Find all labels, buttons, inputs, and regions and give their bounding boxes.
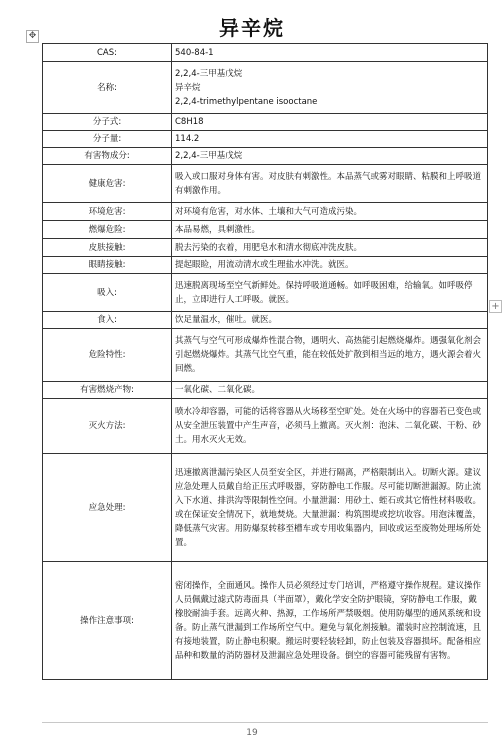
row-value [172, 165, 488, 203]
row-value [172, 562, 488, 680]
table-row [43, 131, 488, 148]
table-row [43, 329, 488, 382]
value-line: 本品易燃，具刺激性。 [175, 224, 261, 235]
value-line: 提起眼睑，用流动清水或生理盐水冲洗。就医。 [175, 260, 354, 270]
row-label: 灭火方法: [43, 399, 172, 454]
value-line: 吸入或口服对身体有害。对皮肤有刺激性。本品蒸气或雾对眼睛、粘膜和上呼吸道有刺激作用。 [175, 171, 482, 196]
row-value [172, 62, 488, 114]
row-value [172, 148, 488, 165]
footer-divider [42, 722, 488, 723]
row-label: 应急处理: [43, 454, 172, 562]
row-label: 操作注意事项: [43, 562, 172, 680]
row-label: 名称: [43, 62, 172, 114]
row-label: 吸入: [43, 274, 172, 312]
row-label: 有害燃烧产物: [43, 382, 172, 399]
value-line: 迅速脱离现场至空气新鲜处。保持呼吸道通畅。如呼吸困难，给输氧。如呼吸停止，立即进行人工呼吸。就医。 [175, 280, 473, 305]
row-label: 皮肤接触: [43, 239, 172, 257]
table-row [43, 399, 488, 454]
value-line: 对环境有危害，对水体、土壤和大气可造成污染。 [175, 206, 363, 217]
table-row [43, 274, 488, 312]
page-title: 异辛烷 [219, 16, 285, 40]
page-number: 19 [246, 728, 258, 738]
table-row [43, 203, 488, 221]
value-line: 其蒸气与空气可形成爆炸性混合物，遇明火、高热能引起燃烧爆炸。遇强氧化剂会引起燃烧爆炸。其蒸气比空气重，能在较低处扩散到相当远的地方，遇火源会着火回燃。 [175, 336, 482, 374]
row-value [172, 382, 488, 399]
row-value [172, 274, 488, 312]
row-label: 食入: [43, 312, 172, 329]
row-label: 健康危害: [43, 165, 172, 203]
row-label: 燃爆危险: [43, 221, 172, 239]
add-handle-icon[interactable]: + [489, 300, 502, 313]
table-row [43, 148, 488, 165]
row-value [172, 329, 488, 382]
data-table [42, 43, 488, 680]
value-line: 密闭操作，全面通风。操作人员必须经过专门培训，严格遵守操作规程。建议操作人员佩戴过滤式防毒面具（半面罩），戴化学安全防护眼镜，穿防静电工作服，戴橡胶耐油手套。远离火种、热源，工作场所严禁吸烟。使用防爆型的通风系统和设备。防止蒸气泄漏到工作场所空气中。避免与氧化剂接触。灌装时应控制流速，且有接地装置，防止静电积聚。搬运时要轻装轻卸，防止包装及容器损坏。配备相应品种和数量的消防器材及泄漏应急处理设备。倒空的容器可能残留有害物。 [175, 580, 482, 661]
row-value [172, 221, 488, 239]
table-row [43, 165, 488, 203]
value-line: 脱去污染的衣着，用肥皂水和清水彻底冲洗皮肤。 [175, 242, 363, 253]
value-line: 2,2,4-三甲基戊烷 [175, 151, 243, 161]
value-line: 2,2,4-三甲基戊烷 [175, 68, 243, 79]
row-value [172, 114, 488, 131]
table-row [43, 312, 488, 329]
value-line: C8H18 [175, 117, 204, 127]
row-value [172, 257, 488, 274]
table-row [43, 454, 488, 562]
table-row [43, 562, 488, 680]
table-row [43, 44, 488, 62]
row-value [172, 203, 488, 221]
table-row [43, 382, 488, 399]
table-row [43, 257, 488, 274]
value-line: 喷水冷却容器，可能的话将容器从火场移至空旷处。处在火场中的容器若已变色或从安全泄压装置中产生声音，必须马上撤离。灭火剂：泡沫、二氧化碳、干粉、砂土。用水灭火无效。 [175, 407, 482, 445]
value-line: 2,2,4-trimethylpentane isooctane [175, 96, 318, 107]
row-label: 危险特性: [43, 329, 172, 382]
row-value [172, 399, 488, 454]
table-row [43, 221, 488, 239]
row-label: 眼睛接触: [43, 257, 172, 274]
table-row [43, 62, 488, 114]
row-label: 环境危害: [43, 203, 172, 221]
move-handle-icon[interactable]: ✥ [26, 30, 39, 43]
row-label: 分子式: [43, 114, 172, 131]
row-value [172, 312, 488, 329]
row-value [172, 454, 488, 562]
row-value [172, 44, 488, 62]
row-value [172, 131, 488, 148]
value-line: 饮足量温水，催吐。就医。 [175, 315, 278, 325]
table-row [43, 114, 488, 131]
row-value [172, 239, 488, 257]
table-row [43, 239, 488, 257]
value-line: 540-84-1 [175, 47, 214, 58]
row-label: CAS: [43, 44, 172, 62]
value-line: 一氧化碳、二氧化碳。 [175, 385, 261, 395]
row-label: 有害物成分: [43, 148, 172, 165]
value-line: 异辛烷 [175, 82, 201, 93]
row-label: 分子量: [43, 131, 172, 148]
value-line: 114.2 [175, 134, 200, 144]
value-line: 迅速撤离泄漏污染区人员至安全区，并进行隔离，严格限制出入。切断火源。建议应急处理人员戴自给正压式呼吸器，穿防静电工作服。尽可能切断泄漏源。防止流入下水道、排洪沟等限制性空间。小量泄漏：用砂土、蛭石或其它惰性材料吸收。或在保证安全情况下，就地焚烧。大量泄漏：构筑围堤或挖坑收容。用泡沫覆盖，降低蒸气灾害。用防爆泵转移至槽车或专用收集器内，回收或运至废物处理场所处置。 [175, 467, 482, 548]
